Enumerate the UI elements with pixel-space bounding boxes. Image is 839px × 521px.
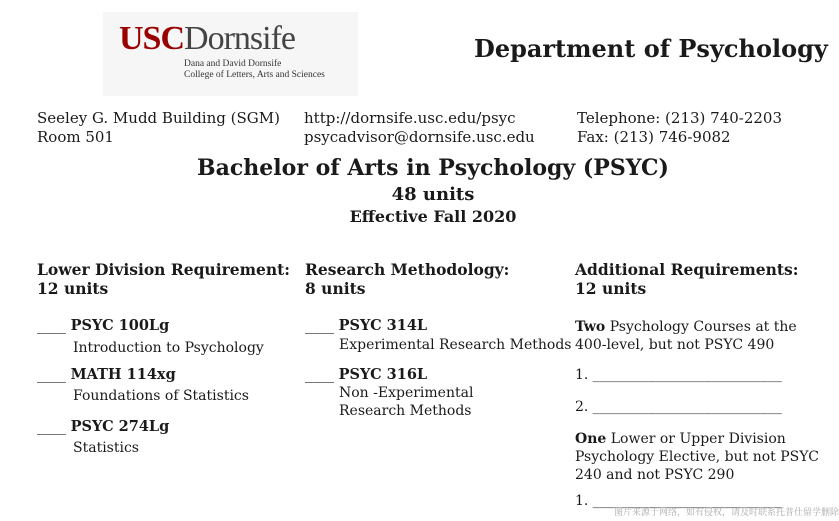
requirement-description: Psychology Courses at the 400-level, but not PSYC 490	[575, 319, 797, 353]
course-code: MATH 114xg	[70, 366, 176, 383]
building: Seeley G. Mudd Building (SGM)	[37, 109, 280, 127]
fax: Fax: (213) 746-9082	[577, 128, 731, 146]
logo-subtitle-line2: College of Letters, Arts and Sciences	[184, 70, 325, 80]
research-title: Research Methodology:	[305, 260, 510, 279]
logo-usc: USC	[119, 20, 185, 57]
requirement-description: Lower or Upper Division Psychology Elective, but not PSYC 240 and not PSYC 290	[575, 431, 819, 483]
requirement-count: Two	[575, 319, 606, 335]
requirement-400-level	[575, 318, 800, 354]
course-psyc-100lg	[37, 317, 169, 334]
logo-subtitle-line1: Dana and David Dornsife	[184, 59, 282, 69]
course-psyc-316l	[305, 366, 427, 383]
department-title: Department of Psychology	[474, 34, 828, 63]
course-name: Experimental Research Methods	[339, 337, 572, 353]
fill-in-line[interactable]: 1. ___________________________	[575, 493, 782, 509]
checkoff-blank[interactable]: ____	[37, 419, 66, 435]
additional-title: Additional Requirements:	[575, 260, 799, 279]
course-psyc-314l	[305, 317, 427, 334]
lower-division-title: Lower Division Requirement:	[37, 260, 291, 279]
watermark: 图片来源于网络，如有侵权，请及时联系托普仕留学删除	[614, 508, 839, 518]
course-code: PSYC 316L	[338, 366, 428, 383]
course-code: PSYC 274Lg	[70, 418, 170, 435]
requirement-count: One	[575, 431, 607, 447]
course-name: Statistics	[73, 440, 139, 456]
website-link[interactable]: http://dornsife.usc.edu/psyc	[304, 109, 516, 127]
checkoff-blank[interactable]: ____	[305, 318, 334, 334]
checkoff-blank[interactable]: ____	[305, 367, 334, 383]
course-name: Introduction to Psychology	[73, 340, 264, 356]
program-title: Bachelor of Arts in Psychology (PSYC)	[197, 155, 669, 181]
lower-division-heading	[37, 260, 290, 298]
phone-block	[577, 109, 782, 147]
course-name: Non -Experimental Research Methods	[339, 385, 474, 419]
checkoff-blank[interactable]: ____	[37, 318, 66, 334]
additional-heading	[575, 260, 798, 298]
course-math-114xg	[37, 366, 176, 383]
usc-dornsife-logo	[119, 22, 295, 56]
telephone: Telephone: (213) 740-2203	[577, 109, 783, 127]
lower-division-units: 12 units	[37, 279, 109, 298]
course-name: Foundations of Statistics	[73, 388, 249, 404]
course-psyc-274lg	[37, 418, 169, 435]
logo-subtitle	[184, 59, 325, 81]
fill-in-line[interactable]: 2. ___________________________	[575, 399, 782, 415]
email-link[interactable]: psycadvisor@dornsife.usc.edu	[304, 128, 535, 146]
logo-dornsife: Dornsife	[184, 20, 295, 57]
additional-units: 12 units	[575, 279, 647, 298]
requirement-elective	[575, 430, 830, 484]
room: Room 501	[37, 128, 114, 146]
checkoff-blank[interactable]: ____	[37, 367, 66, 383]
course-code: PSYC 314L	[338, 317, 428, 334]
research-units: 8 units	[305, 279, 366, 298]
address-block	[37, 109, 280, 147]
web-block	[304, 109, 535, 147]
course-code: PSYC 100Lg	[70, 317, 170, 334]
program-units: 48 units	[391, 184, 475, 205]
program-effective: Effective Fall 2020	[349, 207, 517, 226]
research-heading	[305, 260, 509, 298]
fill-in-line[interactable]: 1. ___________________________	[575, 367, 782, 383]
